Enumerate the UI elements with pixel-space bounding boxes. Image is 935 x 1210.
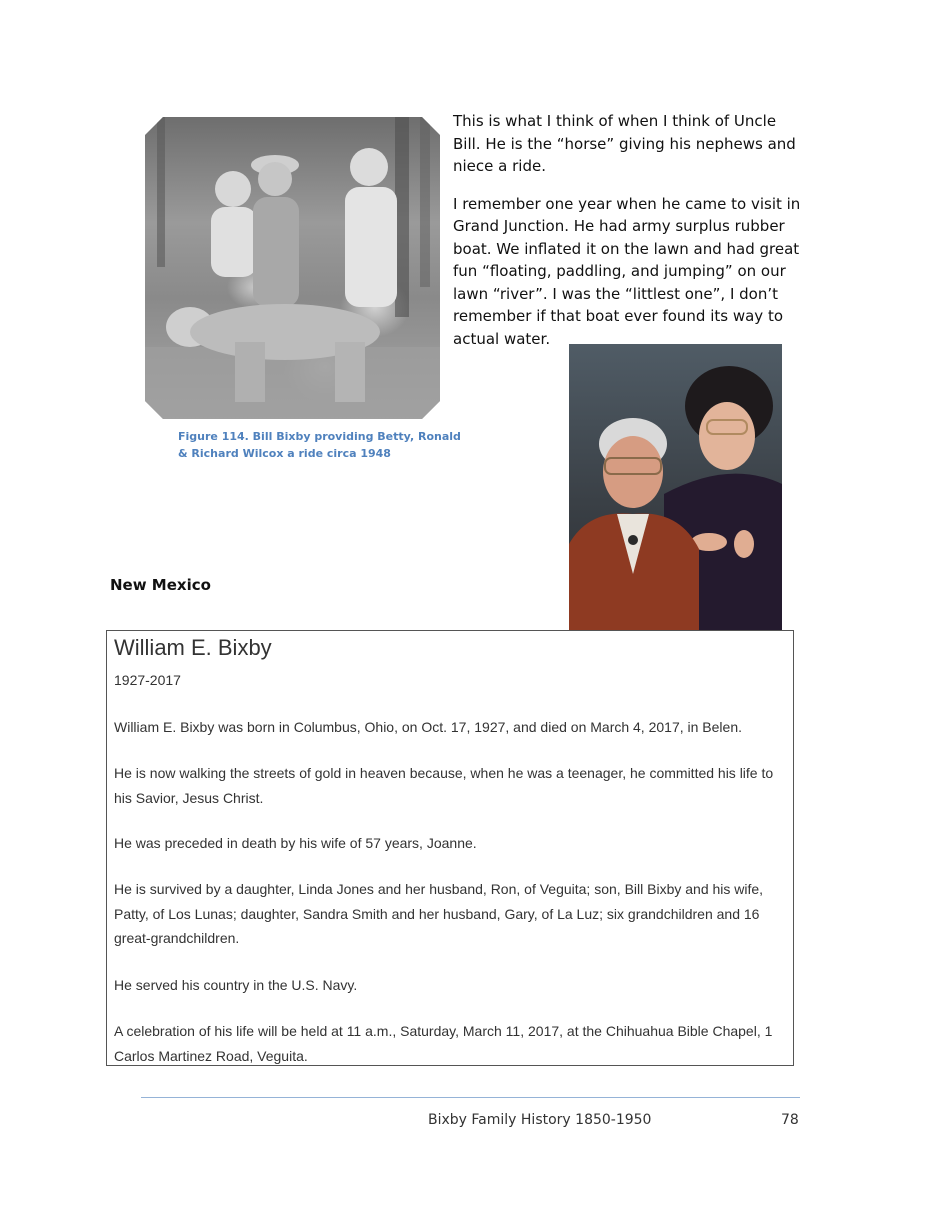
- obituary-paragraph: William E. Bixby was born in Columbus, Ohio, on Oct. 17, 1927, and died on March 4, 2017, in Belen.: [114, 719, 742, 735]
- caption-line: & Richard Wilcox a ride circa 1948: [178, 447, 391, 460]
- section-heading: New Mexico: [110, 576, 211, 594]
- intro-paragraph-1: This is what I think of when I think of Uncle Bill. He is the “horse” giving his nephews and niece a ride.: [453, 112, 796, 175]
- obituary-paragraph: A celebration of his life will be held at 11 a.m., Saturday, March 11, 2017, at the Chihuahua Bible Chapel, 1 Carlos Martinez Road, Veguita.: [114, 1023, 773, 1064]
- intro-paragraph-2: I remember one year when he came to visit in Grand Junction. He had army surplus rubber boat. We inflated it on the lawn and had great fun “floating, paddling, and jumping” on our lawn “river”. I was the “littlest one”, I don’t remember if that boat ever found its way to actual water.: [453, 194, 801, 348]
- obituary-paragraph: He was preceded in death by his wife of 57 years, Joanne.: [114, 835, 477, 851]
- obituary-paragraph: He is survived by a daughter, Linda Jones and her husband, Ron, of Veguita; son, Bill Bixby and his wife, Patty, of Los Lunas; daughter, Sandra Smith and her husband, Gary, of La Luz; six grandchildren and 16 great-grandchildren.: [114, 881, 764, 946]
- page-number: 78: [781, 1112, 799, 1128]
- children-on-horse-photo: [145, 117, 440, 419]
- obituary-name: William E. Bixby: [114, 635, 272, 660]
- footer-rule: [141, 1097, 800, 1098]
- obituary-paragraph: He served his country in the U.S. Navy.: [114, 977, 358, 993]
- figure-114-photo: [145, 117, 440, 419]
- obituary-years: 1927-2017: [114, 672, 181, 688]
- footer-title: Bixby Family History 1850-1950: [428, 1112, 652, 1128]
- obituary-box: [106, 630, 794, 1066]
- figure-115-photo: [569, 344, 782, 631]
- couple-portrait-photo: [569, 344, 782, 631]
- figure-114-caption: [178, 428, 461, 462]
- caption-line: Figure 114. Bill Bixby providing Betty, Ronald: [178, 430, 461, 443]
- intro-text: [453, 110, 803, 350]
- obituary-paragraph: He is now walking the streets of gold in heaven because, when he was a teenager, he committed his life to his Savior, Jesus Christ.: [114, 765, 774, 806]
